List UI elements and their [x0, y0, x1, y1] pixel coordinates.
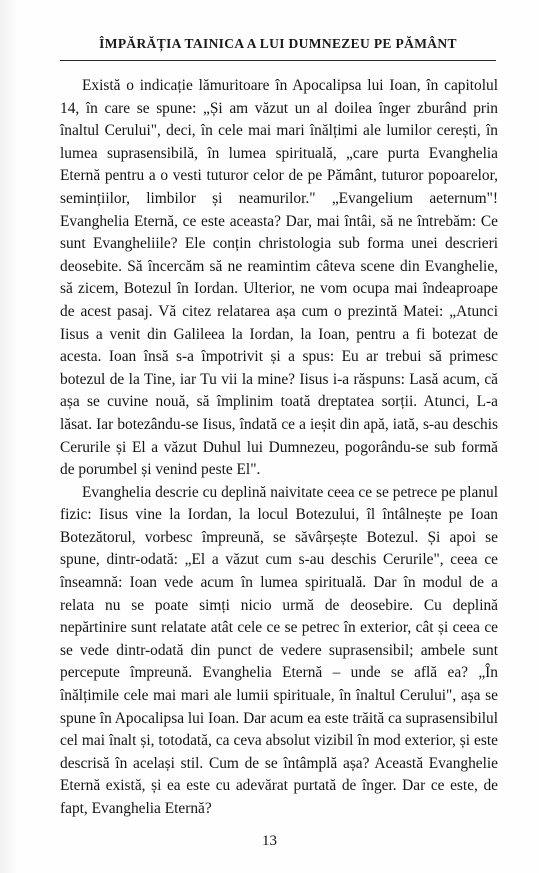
page-edge-shadow [0, 0, 18, 873]
paragraph-2: Evanghelia descrie cu deplină naivitate ceea ce se petrece pe planul fizic: Iisus vine la Iordan, la locul Botezului, îl întâlnește pe Ioan Botezătorul, vorbesc împreună, se săvârșește Botezul. Și apoi se spune, dintr-odată: „El a văzut cum s-au deschis Cerurile", ceea ce înseamnă: Ioan vede acum în lumea spirituală. Dar în modul de a relata nu se poate simți nicio urmă de deosebire. Cu deplină nepărtinire sunt relatate atât cele ce se petrec în exterior, cât și ceea ce se vede dintr-odată din punct de vedere suprasensibil; ambele sunt percepute împreună. Evanghelia Eternă – unde se află ea? „În înălțimile cele mai mari ale lumii spirituale, în înaltul Cerului", așa se spune în Apocalipsa lui Ioan. Dar acum ea este trăită ca suprasensibilul cel mai înalt și, totodată, ca ceva absolut vizibil în mod exterior, și este descrisă în același stil. Cum de se întâmplă așa? Această Evanghelie Eternă există, și ea este cu adevărat purtată de înger. Dar ce este, de fapt, Evanghelia Eternă? [60, 483, 498, 817]
page-number: 13 [262, 833, 277, 849]
running-header: ÎMPĂRĂȚIA TAINICA A LUI DUMNEZEU PE PĂMÂNT [99, 36, 457, 51]
paragraph-1: Există o indicație lămuritoare în Apocalipsa lui Ioan, în capitolul 14, în care se spune: „Și am văzut un al doilea înger zburând prin înaltul Cerului", deci, în cele mai mari înălțimi ale lumilor cerești, în lumea suprasensibilă, în lumea spirituală, „care purta Evanghelia Eternă pentru a o vesti tuturor celor de pe Pământ, tuturor popoarelor, semințiilor, limbilor și neamurilor." „Evangelium aeternum"! Evanghelia Eternă, ce este aceasta? Dar, mai întâi, să ne întrebăm: Ce sunt Evangheliile? Ele conțin christologia sub forma unei descrieri deosebite. Să încercăm să ne reamintim câteva scene din Evanghelie, să zicem, Botezul în Iordan. Ulterior, ne vom ocupa mai îndeaproape de acest pasaj. Vă citez relatarea așa cum o prezintă Matei: „Atunci Iisus a venit din Galileea la Iordan, la Ioan, pentru a fi botezat de acesta. Ioan însă s-a împotrivit și a spus: Eu ar trebui să primesc botezul de la Tine, iar Tu vii la mine? Iisus i-a răspuns: Lasă acum, că așa se cuvine nouă, să împlinim toată dreptatea sorții. Atunci, L-a lăsat. Iar botezându-se Iisus, îndată ce a ieșit din apă, iată, s-au deschis Cerurile și El a văzut Duhul lui Dumnezeu, pogorându-se sub formă de porumbel și venind peste El". [60, 77, 498, 479]
header-rule [60, 60, 496, 61]
body-text [60, 75, 498, 821]
